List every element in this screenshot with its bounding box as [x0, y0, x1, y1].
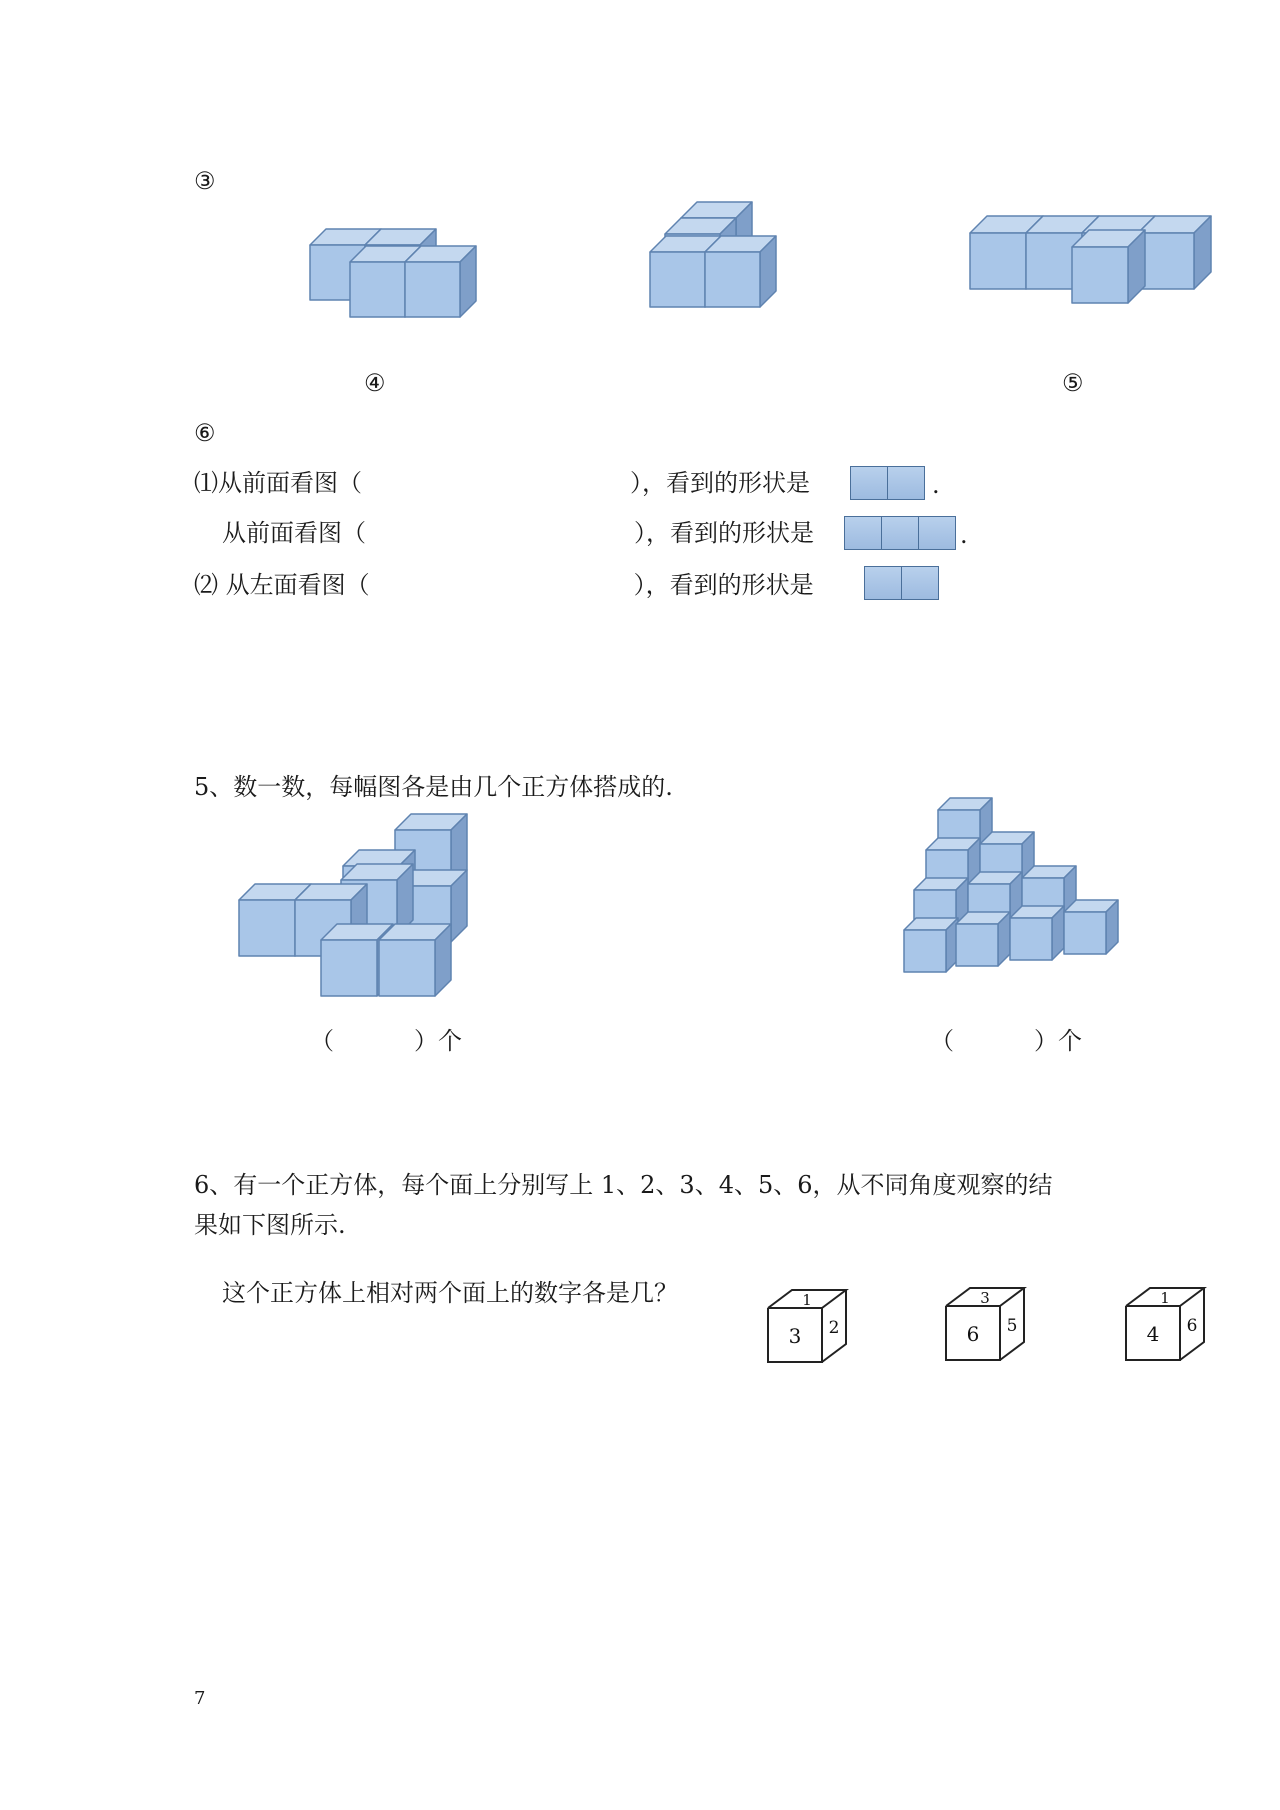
cube-right-number: 5: [1006, 1316, 1018, 1336]
cube-front-face: [956, 924, 998, 966]
mark-6: ⑥: [194, 419, 216, 447]
cube-top-number: 3: [980, 1289, 990, 1307]
q4-line1: [194, 468, 810, 498]
cube-front-number: 4: [1146, 1322, 1160, 1346]
unit-cube: [1010, 906, 1064, 960]
q5-answer-left: [310, 1026, 462, 1056]
q4-line3-suffix: ），看到的形状是: [633, 571, 814, 599]
unit-cube: [1072, 230, 1145, 303]
unit-cube: [904, 918, 958, 972]
cube-figure-e: [900, 790, 1140, 1000]
cube-figure-b: [645, 200, 805, 320]
unit-cube: [379, 924, 451, 996]
cube-front-face: [650, 252, 705, 307]
numbered-cube-2: [940, 1280, 1040, 1370]
cube-front-face: [321, 940, 377, 996]
q4-line1-prefix: ⑴从前面看图（: [194, 469, 362, 497]
page-number: 7: [194, 1688, 206, 1709]
mark-3: ③: [194, 167, 216, 195]
q4-line3-prefix: ⑵ 从左面看图（: [194, 571, 370, 599]
q5-answer-right-open: （: [930, 1027, 954, 1055]
q4-line1-suffix: ），看到的形状是: [630, 469, 810, 497]
mark-4: ④: [364, 369, 386, 397]
mark-5: ⑤: [1062, 369, 1084, 397]
cube-front-face: [239, 900, 295, 956]
unit-cube: [1064, 900, 1118, 954]
unit-cube: [1138, 216, 1211, 289]
numbered-cube-1: [762, 1282, 862, 1372]
q4-line2-prefix: 从前面看图（: [222, 519, 366, 547]
cube-figure-d: [235, 800, 495, 1000]
cube-right-number: 2: [828, 1318, 840, 1338]
q4-line2-suffix: ），看到的形状是: [634, 519, 814, 547]
cube-front-face: [1064, 912, 1106, 954]
q5-answer-left-open: （: [310, 1027, 334, 1055]
cube-figure-c: [965, 205, 1235, 305]
cube-front-number: 6: [966, 1322, 980, 1346]
unit-cube: [405, 246, 476, 317]
q4-line2-shape: [844, 516, 956, 550]
cube-front-face: [405, 262, 460, 317]
cube-figure-a: [300, 210, 510, 320]
q4-line2-end: .: [960, 521, 968, 549]
cube-top-number: 1: [802, 1291, 812, 1309]
q5-answer-right: [930, 1026, 1082, 1056]
cube-front-face: [379, 940, 435, 996]
unit-cube: [956, 912, 1010, 966]
cube-front-face: [705, 252, 760, 307]
cube-top-number: 1: [1160, 1289, 1170, 1307]
q6-title-line2: 果如下图所示.: [194, 1211, 346, 1239]
q6-question: 这个正方体上相对两个面上的数字各是几？: [222, 1279, 678, 1307]
q4-line2: [222, 518, 814, 548]
q5-answer-right-close: ）个: [1034, 1027, 1082, 1055]
q5-answer-left-close: ）个: [414, 1027, 462, 1055]
q4-line1-shape: [850, 466, 925, 500]
cube-front-face: [970, 233, 1026, 289]
q4-line3-shape: [864, 566, 939, 600]
cube-right-number: 6: [1186, 1316, 1198, 1336]
cube-front-face: [904, 930, 946, 972]
q4-line3: [194, 570, 814, 600]
q5-title: 5、数一数，每幅图各是由几个正方体搭成的.: [194, 773, 673, 801]
unit-cube: [705, 236, 776, 307]
cube-front-face: [350, 262, 405, 317]
cube-front-face: [1010, 918, 1052, 960]
q4-line1-end: .: [932, 471, 940, 499]
cube-front-face: [1138, 233, 1194, 289]
cube-front-face: [1072, 247, 1128, 303]
cube-front-number: 3: [788, 1324, 802, 1348]
q6-title-line1: 6、有一个正方体，每个面上分别写上 1、2、3、4、5、6，从不同角度观察的结: [194, 1171, 1053, 1199]
numbered-cube-3: [1120, 1280, 1220, 1370]
